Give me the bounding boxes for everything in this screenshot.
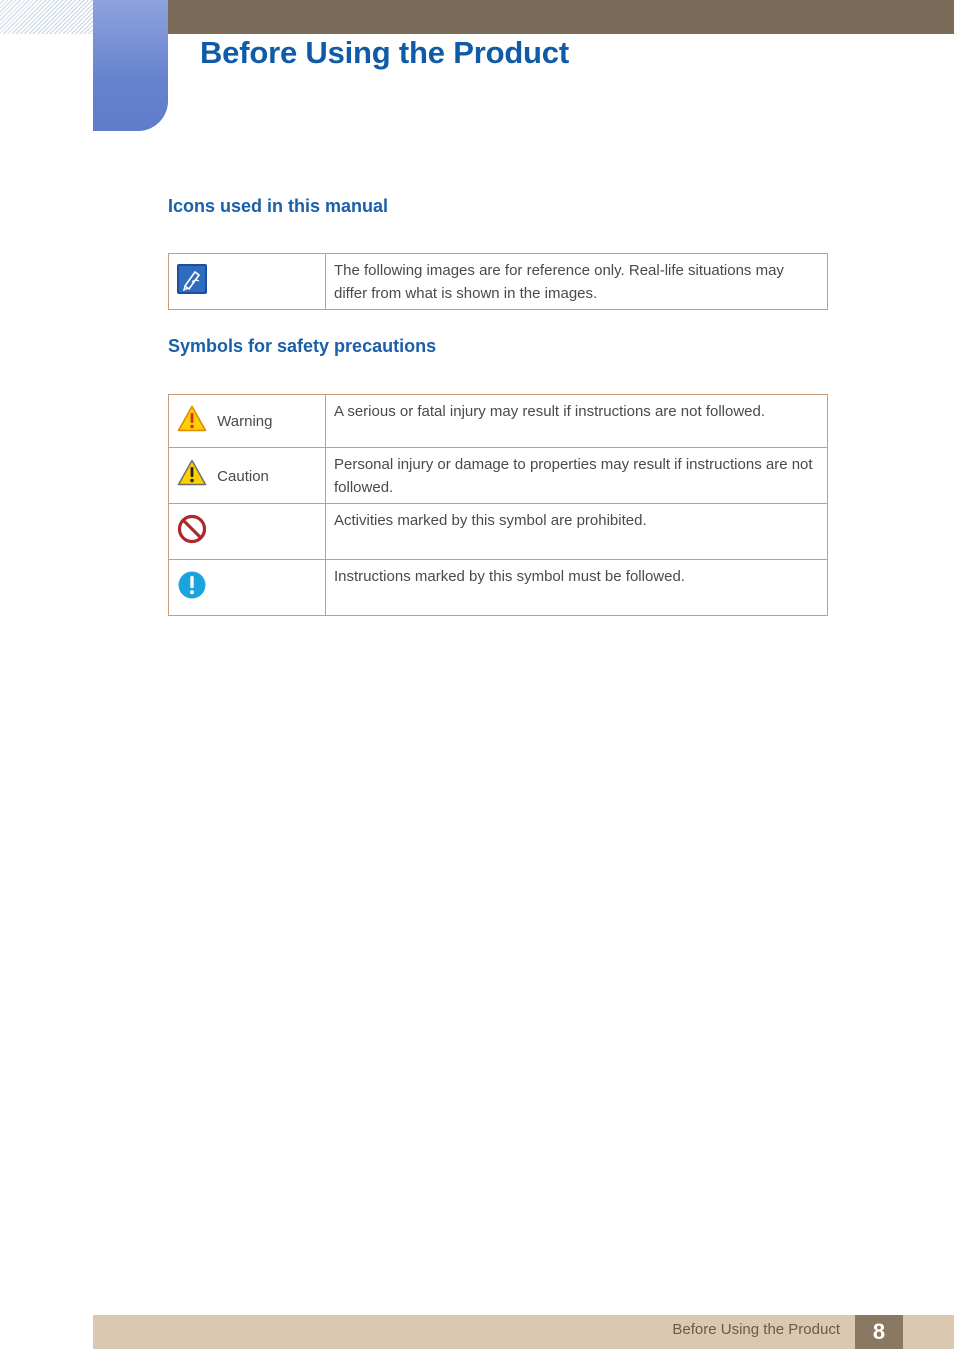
description-cell: A serious or fatal injury may result if instructions are not followed. — [326, 395, 828, 448]
warning-icon — [177, 405, 207, 439]
description-cell: Personal injury or damage to properties may result if instructions are not followed. — [326, 448, 828, 504]
note-icon — [177, 264, 207, 301]
icon-cell — [169, 504, 326, 560]
decorative-stripes — [0, 0, 93, 34]
icon-label: Warning — [217, 413, 273, 430]
description-cell: Instructions marked by this symbol must be followed. — [326, 560, 828, 616]
mandatory-icon — [177, 570, 207, 607]
section-heading-safety: Symbols for safety precautions — [168, 336, 437, 356]
caution-icon — [177, 459, 207, 493]
safety-table — [168, 394, 828, 616]
table-row — [169, 504, 828, 560]
page-number: 8 — [855, 1315, 903, 1349]
icon-label: Caution — [217, 467, 269, 485]
icons-table — [168, 253, 828, 310]
table-row — [169, 560, 828, 616]
icon-cell — [169, 254, 326, 310]
header-bar — [168, 0, 954, 34]
icon-cell — [169, 448, 326, 504]
icon-cell — [169, 560, 326, 616]
description-cell: The following images are for reference only. Real-life situations may differ from what is shown in the images. — [326, 254, 828, 310]
chapter-tab — [93, 0, 168, 131]
page-title: Before Using the Product — [200, 35, 569, 70]
table-row — [169, 448, 828, 504]
section-heading-icons: Icons used in this manual — [168, 196, 389, 216]
icon-cell — [169, 395, 326, 448]
table-row — [169, 254, 828, 310]
prohibited-icon — [177, 514, 207, 551]
footer-title: Before Using the Product — [672, 1321, 840, 1338]
table-row — [169, 395, 828, 448]
description-cell: Activities marked by this symbol are prohibited. — [326, 504, 828, 560]
